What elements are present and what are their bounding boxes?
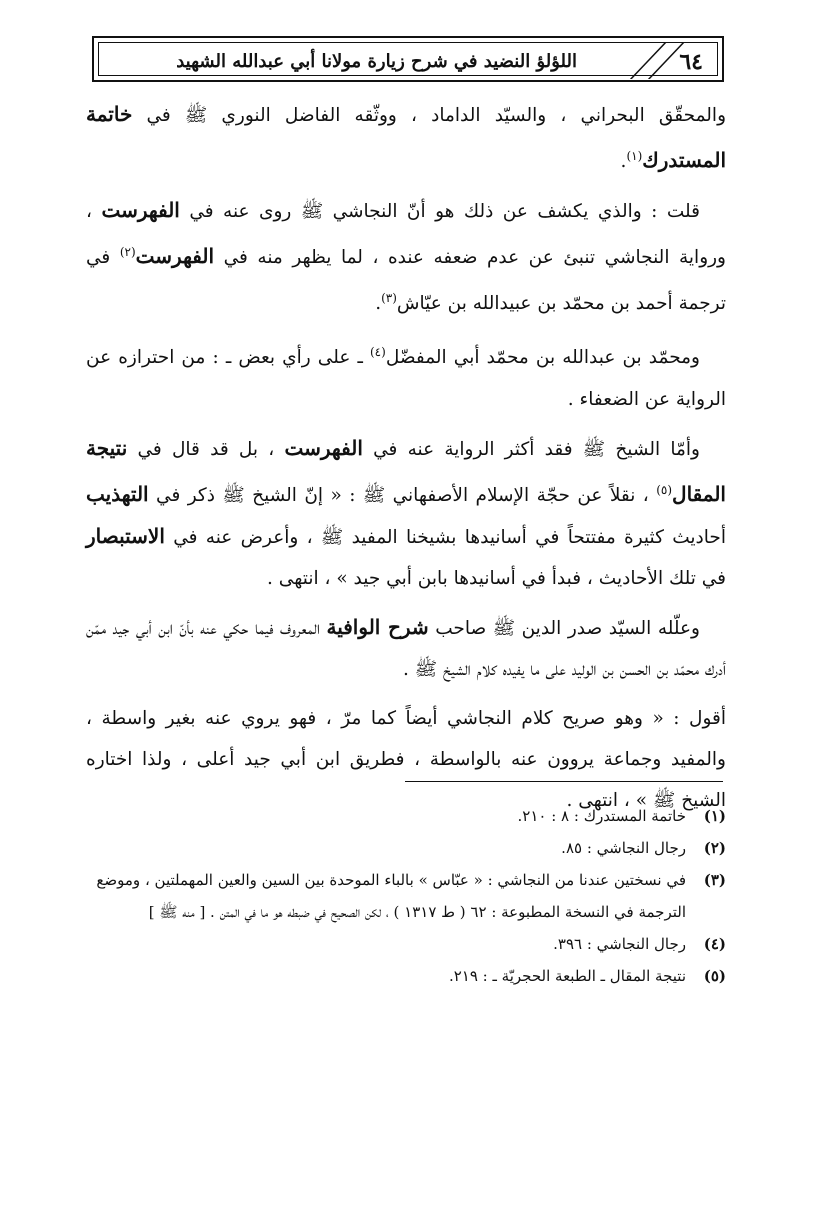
paragraph-4	[86, 428, 726, 599]
paragraph-1	[86, 94, 726, 182]
page-number: ٦٤	[679, 49, 703, 75]
footnote-text: رجال النجاشي : ٣٩٦.	[553, 935, 686, 953]
paragraph-3	[86, 332, 726, 419]
text-segment: وعلّله السيّد صدر الدين ﷺ صاحب	[435, 617, 700, 639]
book-title: شرح الوافية	[326, 614, 429, 639]
text-segment: في ترجمة أحمد بن محمّد بن عبيدالله بن عيّاش	[86, 247, 726, 315]
book-title: الفهرست	[135, 244, 215, 269]
footnote-text: في نسختين عندنا من النجاشي : « عبّاس » بالباء الموحدة بين السين والعين المهملتين ، وموضع الترجمة في النسخة المطبوعة : ٦٢ ( ط ١٣١٧ ) ، لكن الصحيح في ضبطه هو ما في المتن . [ منه ﷺ ]	[96, 871, 686, 921]
text-segment: قلت : والذي يكشف عن ذلك هو أنّ النجاشي ﷺ روى عنه في	[189, 201, 700, 223]
paragraph-6: أقول : « وهو صريح كلام النجاشي أيضاً كما مرّ ، فهو يروي عنه بغير واسطة ، والمفيد وجماعة يروون عنه بالواسطة ، فطريق ابن أبي جيد أعلى ، ولذا اختاره الشيخ ﷺ » ، انتهى .	[86, 707, 726, 811]
footnote-text: رجال النجاشي : ٨٥.	[561, 839, 686, 857]
running-header	[92, 36, 724, 82]
footnote-number: (٢)	[703, 839, 726, 857]
footnote-item	[86, 928, 726, 960]
footnote-ref: (٥)	[656, 482, 673, 497]
footnote-item	[86, 800, 726, 832]
text-segment: ، نقلاً عن حجّة الإسلام الأصفهاني ﷺ : « إنّ الشيخ ﷺ ذكر في	[156, 484, 649, 506]
footnote-ref: (١)	[626, 149, 643, 163]
book-title: التهذيب	[86, 481, 149, 506]
footnote-item	[86, 960, 726, 992]
footnote-number: (١)	[703, 807, 726, 825]
footnote-separator	[405, 781, 723, 782]
footnote-text: خاتمة المستدرك : ٨ : ٢١٠.	[517, 807, 686, 825]
book-title: نتيجة المقال	[86, 435, 726, 506]
footnote-item	[86, 864, 726, 928]
footnote-ref: (٤)	[369, 345, 386, 360]
footnote-ref: (٢)	[119, 245, 136, 260]
footnote-ref: (٣)	[381, 291, 397, 306]
footnote-text: نتيجة المقال ـ الطبعة الحجريّة ـ : ٢١٩.	[448, 967, 686, 985]
text-segment: وأمّا الشيخ ﷺ فقد أكثر الرواية عنه في	[373, 438, 700, 460]
text-segment: .	[375, 293, 382, 315]
book-title: الفهرست	[284, 435, 363, 460]
text-segment: أحاديث كثيرة مفتتحاً في أسانيدها بشيخنا المفيد ﷺ ، وأعرض عنه في	[173, 526, 726, 548]
footnote-item	[86, 832, 726, 864]
text-segment: .	[620, 151, 627, 173]
footnote-number: (٥)	[703, 967, 726, 985]
footnote-number: (٣)	[703, 871, 726, 889]
footnotes	[86, 800, 726, 992]
running-title: اللؤلؤ النضيد في شرح زيارة مولانا أبي عبدالله الشهيد	[176, 51, 577, 72]
book-title: الاستبصار	[86, 523, 165, 548]
text-segment: والمحقّق البحراني ، والسيّد الداماد ، ووثّقه الفاضل النوري ﷺ في	[146, 105, 726, 126]
text-segment: في تلك الأحاديث ، فبدأ في أسانيدها بابن أبي جيد » ، انتهى .	[267, 567, 726, 589]
text-segment: المعروف فيما حكي عنه بأنّ ابن أبي جيد ممّن أدرك محمّد بن الحسن بن الوليد على ما يفيده كلام الشيخ ﷺ .	[86, 617, 726, 680]
book-title: الفهرست	[101, 198, 180, 223]
text-segment: ، بل قد قال في	[137, 438, 275, 460]
text-segment: ـ على رأي بعض ـ : من احترازه عن الرواية عن الضعفاء .	[86, 347, 726, 410]
main-text	[86, 94, 726, 829]
text-segment: ومحمّد بن عبدالله بن محمّد أبي المفضّل	[385, 347, 700, 369]
paragraph-5	[86, 607, 726, 690]
footnote-number: (٤)	[703, 935, 726, 953]
header-frame	[98, 42, 718, 76]
paragraph-2	[86, 190, 726, 324]
book-title: خاتمة المستدرك	[86, 102, 726, 173]
text-segment: ، ورواية النجاشي تنبئ عن عدم ضعفه عنده ، لما يظهر منه في	[86, 201, 726, 269]
